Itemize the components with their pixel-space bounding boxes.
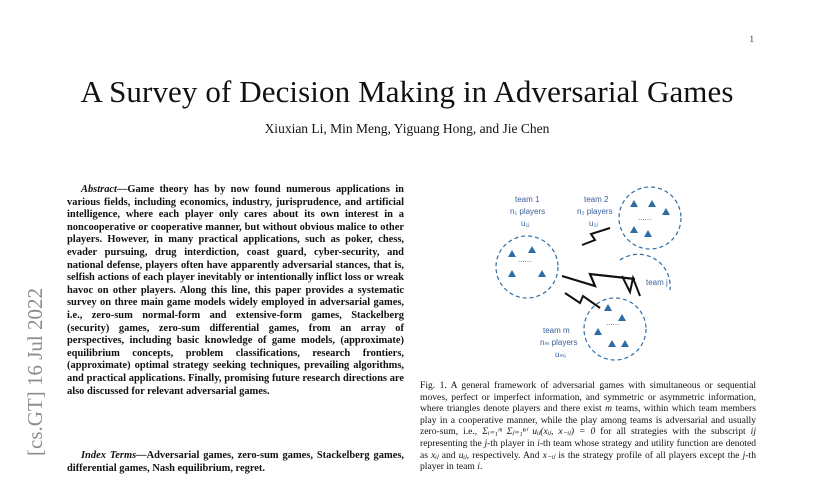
index-terms-label: Index Terms— bbox=[81, 450, 147, 461]
caption-equation: Σᵢ₌₁ᵐ Σⱼ₌₁ⁿⁱ uᵢⱼ(xᵢⱼ, x₋ᵢⱼ) = 0 bbox=[482, 426, 596, 438]
abstract-text: Game theory has by now found numerous applications in various fields, including economics, industry, jurisprudence, and artificial intelligence, where each player only cares about its own interest in a noncooperative or cooperative manner, but without obvious malice to other players. However, in many practical applications, such as poker, chess, evader pursuing, drug interdiction, coast guard, cyber-security, and national defense, players often have apparently adversarial stances, that is, selfish actions of each player inevitably or intentionally inflict loss or wreak havoc on other players. Along this line, this paper provides a systematic survey on three main game models widely employed in adversarial games, i.e., zero-sum normal-form and extensive-form games, Stackelberg (security) games, zero-sum differential games, from an array of perspectives, including basic knowledge of game models, (approximate) equilibrium concepts, problem classifications, research frontiers, (approximate) optimal strategy seeking techniques, prevailing algorithms, and practical applications. Finally, promising future research directions are also discussed for relevant adversarial games. bbox=[67, 184, 404, 397]
team-1-circle bbox=[496, 236, 558, 298]
team-1-utility: u₁ⱼ bbox=[521, 219, 530, 228]
paper-title: A Survey of Decision Making in Adversarial Games bbox=[80, 74, 734, 109]
caption-math: ij bbox=[750, 426, 756, 438]
conflict-bolt-1 bbox=[582, 228, 610, 245]
caption-text: and bbox=[441, 449, 456, 461]
team-m-utility: uₘⱼ bbox=[555, 350, 566, 359]
caption-text: . bbox=[479, 461, 483, 473]
team-m-circle bbox=[584, 298, 646, 360]
caption-text: teams, within which team members play in a cooperative manner, while the play among teams is adversarial and usually zero-sum, i.e., bbox=[420, 403, 756, 438]
figure-caption bbox=[420, 380, 756, 473]
player-icon bbox=[644, 230, 652, 237]
caption-text: -th player in bbox=[487, 437, 535, 449]
caption-math: i bbox=[477, 461, 480, 473]
player-icon bbox=[630, 226, 638, 233]
team-m-dots: ...... bbox=[606, 318, 620, 327]
caption-text: -th player in team bbox=[420, 449, 756, 473]
author-list: Xiuxian Li, Min Meng, Yiguang Hong, and Jie Chen bbox=[264, 121, 550, 136]
conflict-bolt-3 bbox=[565, 293, 600, 308]
team-2-name: team 2 bbox=[584, 195, 609, 204]
player-icon bbox=[630, 200, 638, 207]
player-icon bbox=[648, 200, 656, 207]
player-icon bbox=[528, 246, 536, 253]
caption-math: m bbox=[605, 403, 613, 415]
team-2-players: n₂ players bbox=[577, 207, 613, 216]
caption-math: j bbox=[484, 437, 488, 449]
team-m-name: team m bbox=[543, 326, 570, 335]
caption-text: is the strategy profile of all players except the bbox=[558, 449, 740, 461]
caption-text: for all strategies with the subscript bbox=[600, 426, 746, 438]
caption-label: Fig. 1. bbox=[420, 380, 447, 391]
caption-math: uᵢⱼ bbox=[458, 449, 467, 461]
team-2-dots: ...... bbox=[638, 213, 652, 222]
player-icon bbox=[508, 270, 516, 277]
team-2-utility: u₂ⱼ bbox=[589, 219, 598, 228]
caption-text: -th team whose strategy and utility function are denoted as bbox=[420, 437, 757, 461]
page-number: 1 bbox=[749, 34, 754, 44]
player-icon bbox=[621, 340, 629, 347]
player-icon bbox=[508, 250, 516, 257]
caption-math: xᵢⱼ bbox=[431, 449, 439, 461]
caption-math: i bbox=[537, 437, 540, 449]
index-terms-text: Adversarial games, zero-sum games, Stackelberg games, differential games, Nash equilibrium, regret. bbox=[67, 450, 404, 474]
team-1-dots: ...... bbox=[518, 255, 532, 264]
abstract bbox=[67, 184, 404, 398]
team-m-players: nₘ players bbox=[540, 338, 578, 347]
player-icon bbox=[608, 340, 616, 347]
team-1-name: team 1 bbox=[515, 195, 540, 204]
team-1-players: n₁ players bbox=[510, 207, 546, 216]
caption-text: A general framework of adversarial games with simultaneous or sequential moves, perfect or imperfect information, and symmetric or asymmetric information, where triangles denote players and there exist bbox=[420, 380, 756, 415]
player-icon bbox=[594, 328, 602, 335]
index-terms bbox=[67, 450, 404, 475]
player-icon bbox=[538, 270, 546, 277]
abstract-label: Abstract— bbox=[81, 184, 128, 195]
caption-text: representing the bbox=[420, 437, 482, 449]
caption-math: x₋ᵢⱼ bbox=[542, 449, 556, 461]
player-icon bbox=[662, 208, 670, 215]
arxiv-identifier-stamp: [cs.GT] 16 Jul 2022 bbox=[23, 288, 47, 456]
team-j-name: team j bbox=[646, 278, 668, 287]
player-icon bbox=[604, 304, 612, 311]
adversarial-games-figure bbox=[470, 178, 690, 368]
caption-text: , respectively. And bbox=[466, 449, 540, 461]
caption-math: j bbox=[742, 449, 746, 461]
